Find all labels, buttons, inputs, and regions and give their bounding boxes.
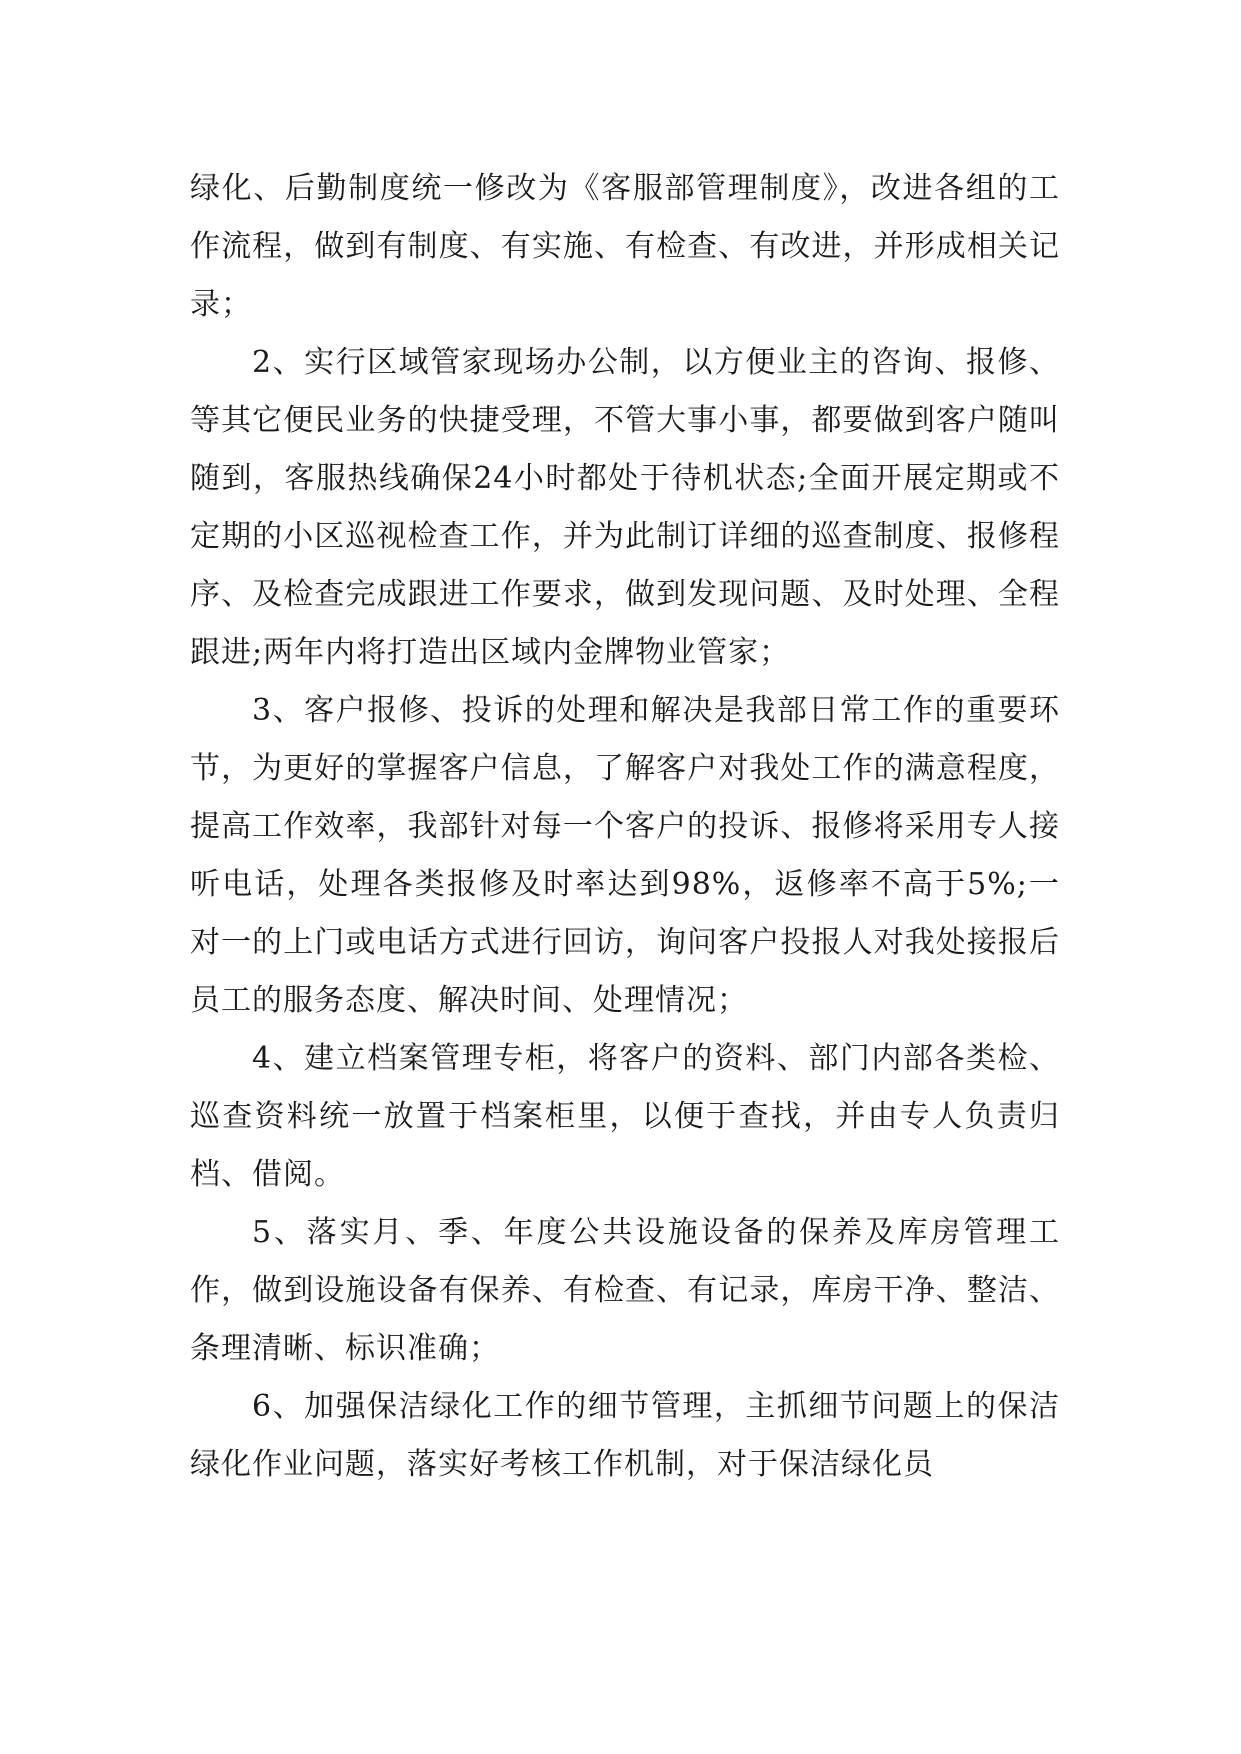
paragraph-item-4: 4、建立档案管理专柜，将客户的资料、部门内部各类检、巡查资料统一放置于档案柜里，以便于查找，并由专人负责归档、借阅。 <box>190 1041 1060 1192</box>
paragraph-item-6: 6、加强保洁绿化工作的细节管理，主抓细节问题上的保洁绿化作业问题，落实好考核工作机制，对于保洁绿化员 <box>190 1389 1060 1482</box>
document-body <box>190 160 1060 1494</box>
paragraph-item-5: 5、落实月、季、年度公共设施设备的保养及库房管理工作，做到设施设备有保养、有检查、有记录，库房干净、整洁、条理清晰、标识准确； <box>190 1215 1060 1366</box>
paragraph-continuation: 绿化、后勤制度统一修改为《客服部管理制度》，改进各组的工作流程，做到有制度、有实施、有检查、有改进，并形成相关记录； <box>190 171 1060 322</box>
paragraph-item-2: 2、实行区域管家现场办公制，以方便业主的咨询、报修、等其它便民业务的快捷受理，不管大事小事，都要做到客户随叫随到，客服热线确保24小时都处于待机状态;全面开展定期或不定期的小区巡视检查工作，并为此制订详细的巡查制度、报修程序、及检查完成跟进工作要求，做到发现问题、及时处理、全程跟进;两年内将打造出区域内金牌物业管家； <box>190 345 1060 670</box>
paragraph-item-3: 3、客户报修、投诉的处理和解决是我部日常工作的重要环节，为更好的掌握客户信息，了解客户对我处工作的满意程度，提高工作效率，我部针对每一个客户的投诉、报修将采用专人接听电话，处理各类报修及时率达到98%，返修率不高于5%;一对一的上门或电话方式进行回访，询问客户投报人对我处接报后员工的服务态度、解决时间、处理情况； <box>190 693 1060 1018</box>
